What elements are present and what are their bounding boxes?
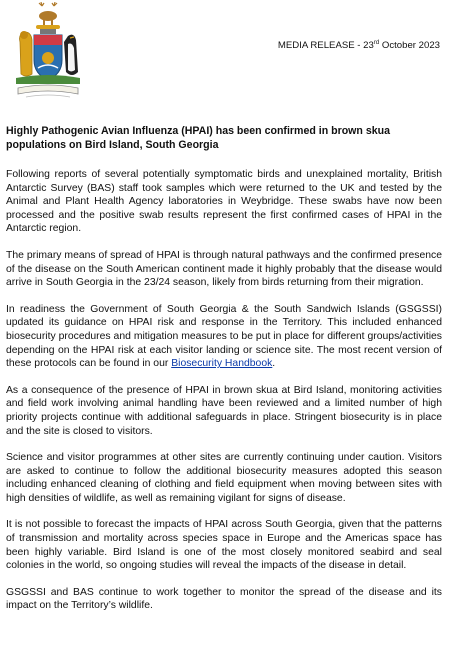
government-coat-of-arms-icon (12, 2, 84, 112)
release-date-suffix: rd (373, 40, 380, 46)
paragraph-4: As a consequence of the presence of HPAI in brown skua at Bird Island, monitoring activities and field work involving animal handling have been reviewed and a limited number of high priority projects continue with additional safeguards in place. Stringent biosecurity is in place and the site is closed to visitors. (6, 384, 442, 437)
press-release-body (6, 124, 442, 626)
paragraph-2: The primary means of spread of HPAI is through natural pathways and the confirmed presence of the disease on the South American continent made it highly probably that the disease would arrive in South Georgia in the 23/24 season, likely from birds returning from their migration. (6, 249, 442, 289)
readiness-end: . (272, 358, 276, 370)
paragraph-readiness (6, 303, 442, 371)
release-month-year: October 2023 (379, 40, 440, 52)
paragraph-1: Following reports of several potentially symptomatic birds and unexplained mortality, British Antarctic Survey (BAS) staff took samples which were returned to the UK and tested by the Animal and Plant Health Agency laboratories in Weybridge. These swabs have now been processed and the positive swab results represent the first confirmed cases of HPAI in the Antarctic region. (6, 169, 442, 235)
headline: Highly Pathogenic Avian Influenza (HPAI) has been confirmed in brown skua populations on Bird Island, South Georgia (6, 125, 390, 151)
coat-of-arms-logo (12, 2, 84, 112)
paragraph-6: It is not possible to forecast the impacts of HPAI across South Georgia, given that the patterns of transmission and mortality across species space in Europe and the Americas space has been highly variable. Bird Island is one of the most closely monitored seabird and seal colonies in the world, so ongoing studies will reveal the impacts of the disease in detail. (6, 519, 442, 572)
media-release-date (278, 40, 440, 51)
readiness-text: In readiness the Government of South Georgia & the South Sandwich Islands (GSGSSI) updated its guidance on HPAI risk and response in the Territory. This included enhanced biosecurity procedures and mitigation measures to be put in place for different groups/activities depending on the HPAI risk at each visitor landing or science site. The most recent version of these protocols can be found in our (6, 303, 442, 370)
release-prefix: MEDIA RELEASE - 23 (277, 40, 374, 52)
biosecurity-handbook-link[interactable]: Biosecurity Handbook (171, 358, 273, 370)
paragraph-7: GSGSSI and BAS continue to work together to monitor the spread of the disease and its impact on the Territory’s wildlife. (6, 586, 442, 612)
paragraph-5: Science and visitor programmes at other sites are currently continuing under caution. Visitors are asked to continue to follow the additional biosecurity measures adopted this season including enhanced cleaning of clothing and field equipment when moving between sites with high densities of wildlife, as well as remaining vigilant for signs of disease. (6, 452, 442, 504)
